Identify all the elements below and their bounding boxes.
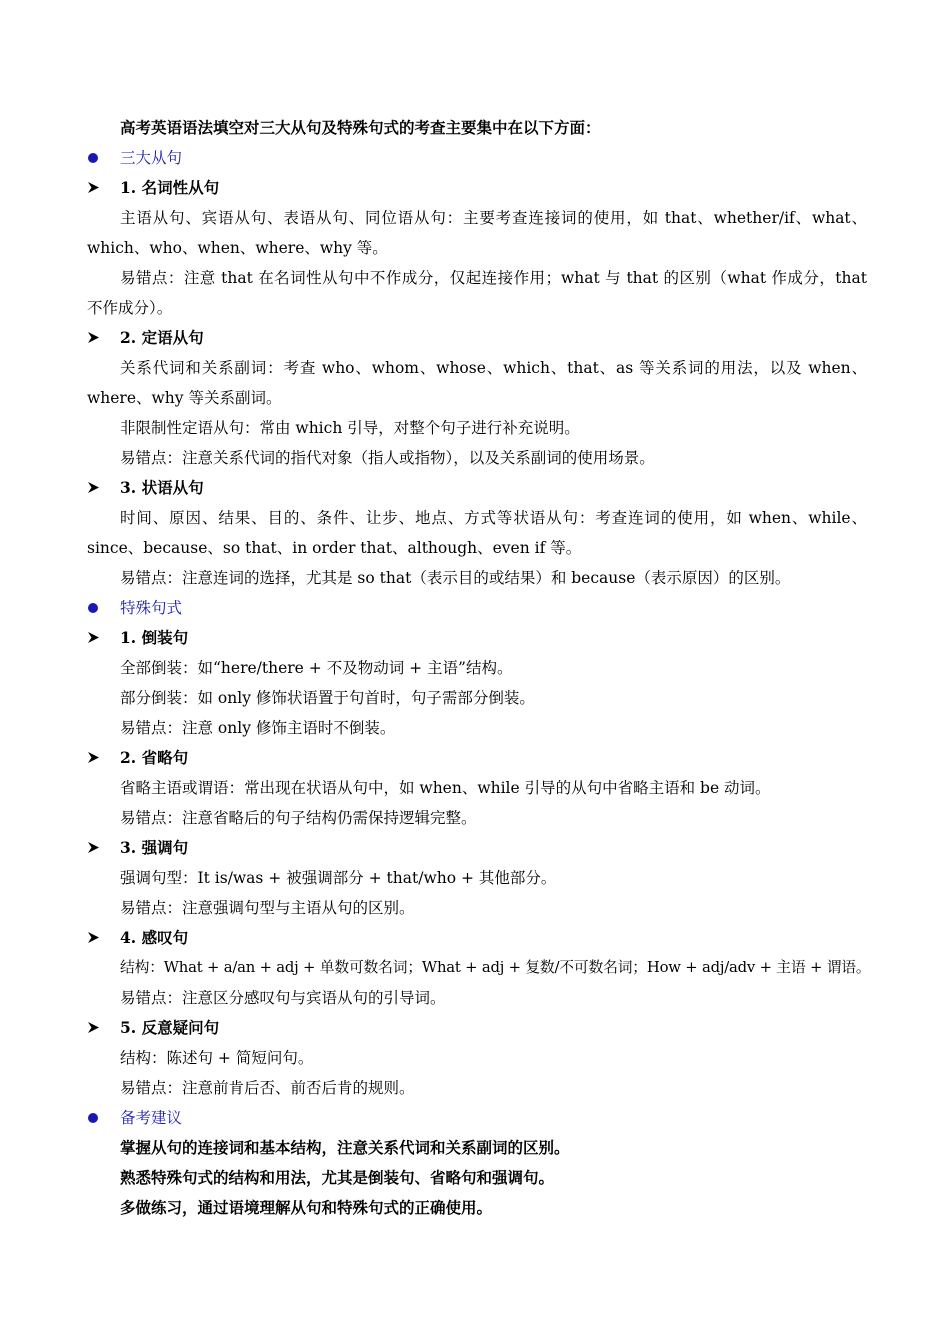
paragraph — [87, 1073, 867, 1103]
paragraph-text: 易错点：注意关系代词的指代对象（指人或指物），以及关系副词的使用场景。 — [120, 449, 655, 467]
paragraph — [87, 203, 867, 263]
paragraph-text: 易错点：注意 that 在名词性从句中不作成分，仅起连接作用；what 与 that 的区别（what 作成分，that 不作成分）。 — [87, 269, 867, 317]
subheading-title: 4. 感叹句 — [120, 928, 189, 947]
intro-heading: 高考英语语法填空对三大从句及特殊句式的考查主要集中在以下方面： — [120, 118, 601, 137]
paragraph — [87, 983, 867, 1013]
tip-text: 多做练习，通过语境理解从句和特殊句式的正确使用。 — [120, 1198, 493, 1217]
paragraph-text: 关系代词和关系副词：考查 who、whom、whose、which、that、as 等关系词的用法，以及 when、where、why 等关系副词。 — [87, 359, 867, 407]
paragraph — [87, 503, 867, 563]
paragraph-text: 强调句型：It is/was + 被强调部分 + that/who + 其他部分。 — [120, 869, 557, 887]
filled-circle-bullet-icon — [88, 1113, 98, 1123]
arrowhead-bullet-icon — [87, 931, 100, 944]
subheading-emphatic — [87, 833, 867, 863]
filled-circle-bullet-icon — [88, 153, 98, 163]
arrowhead-bullet-icon — [87, 481, 100, 494]
tip-line — [87, 1133, 867, 1163]
tip-line — [87, 1163, 867, 1193]
subheading-title: 1. 倒装句 — [120, 628, 189, 647]
subheading-exclamatory — [87, 923, 867, 953]
tip-text: 掌握从句的连接词和基本结构，注意关系代词和关系副词的区别。 — [120, 1138, 570, 1157]
subheading-noun-clause — [87, 173, 867, 203]
arrowhead-bullet-icon — [87, 1021, 100, 1034]
paragraph — [87, 263, 867, 323]
paragraph — [87, 803, 867, 833]
subheading-adverbial-clause — [87, 473, 867, 503]
section-heading-exam-tips — [87, 1103, 867, 1133]
paragraph-text: 非限制性定语从句：常由 which 引导，对整个句子进行补充说明。 — [120, 419, 580, 437]
paragraph — [87, 893, 867, 923]
arrowhead-bullet-icon — [87, 841, 100, 854]
subheading-title: 3. 状语从句 — [120, 478, 204, 497]
paragraph-text: 易错点：注意区分感叹句与宾语从句的引导词。 — [120, 989, 446, 1007]
subheading-title: 2. 定语从句 — [120, 328, 204, 347]
paragraph — [87, 713, 867, 743]
paragraph-text: 易错点：注意强调句型与主语从句的区别。 — [120, 899, 415, 917]
subheading-title: 2. 省略句 — [120, 748, 189, 767]
paragraph-text: 易错点：注意连词的选择，尤其是 so that（表示目的或结果）和 because（表示原因）的区别。 — [120, 569, 791, 587]
arrowhead-bullet-icon — [87, 631, 100, 644]
paragraph — [87, 1043, 867, 1073]
paragraph — [87, 863, 867, 893]
paragraph-text: 易错点：注意省略后的句子结构仍需保持逻辑完整。 — [120, 809, 477, 827]
paragraph — [87, 353, 867, 413]
paragraph — [87, 653, 867, 683]
paragraph-text: 时间、原因、结果、目的、条件、让步、地点、方式等状语从句：考查连词的使用，如 when、while、since、because、so that、in order that、although、even if 等。 — [87, 509, 867, 557]
section-heading-special-sentences — [87, 593, 867, 623]
paragraph — [87, 413, 867, 443]
paragraph-text: 全部倒装：如“here/there + 不及物动词 + 主语”结构。 — [120, 659, 513, 677]
paragraph-text: 部分倒装：如 only 修饰状语置于句首时，句子需部分倒装。 — [120, 689, 535, 707]
section-title: 三大从句 — [120, 149, 183, 167]
subheading-title: 5. 反意疑问句 — [120, 1018, 220, 1037]
arrowhead-bullet-icon — [87, 331, 100, 344]
paragraph-text: 易错点：注意 only 修饰主语时不倒装。 — [120, 719, 396, 737]
subheading-title: 3. 强调句 — [120, 838, 189, 857]
tip-line — [87, 1193, 867, 1223]
paragraph — [87, 683, 867, 713]
subheading-title: 1. 名词性从句 — [120, 178, 220, 197]
arrowhead-bullet-icon — [87, 751, 100, 764]
subheading-tag-question — [87, 1013, 867, 1043]
paragraph — [87, 953, 871, 983]
arrowhead-bullet-icon — [87, 181, 100, 194]
paragraph — [87, 563, 867, 593]
paragraph-text: 结构：What + a/an + adj + 单数可数名词；What + adj + 复数/不可数名词；How + adj/adv + 主语 + 谓语。 — [120, 959, 871, 976]
subheading-attributive-clause — [87, 323, 867, 353]
section-heading-clauses — [87, 143, 867, 173]
subheading-inversion — [87, 623, 867, 653]
filled-circle-bullet-icon — [88, 603, 98, 613]
subheading-ellipsis — [87, 743, 867, 773]
paragraph — [87, 443, 867, 473]
paragraph-text: 省略主语或谓语：常出现在状语从句中，如 when、while 引导的从句中省略主语和 be 动词。 — [120, 779, 771, 797]
tip-text: 熟悉特殊句式的结构和用法，尤其是倒装句、省略句和强调句。 — [120, 1168, 555, 1187]
section-title: 备考建议 — [120, 1109, 183, 1127]
document-body — [87, 113, 871, 1223]
section-title: 特殊句式 — [120, 599, 183, 617]
paragraph-text: 主语从句、宾语从句、表语从句、同位语从句：主要考查连接词的使用，如 that、whether/if、what、which、who、when、where、why 等。 — [87, 209, 867, 257]
paragraph-text: 易错点：注意前肯后否、前否后肯的规则。 — [120, 1079, 415, 1097]
paragraph — [87, 773, 867, 803]
paragraph-text: 结构：陈述句 + 简短问句。 — [120, 1049, 314, 1067]
